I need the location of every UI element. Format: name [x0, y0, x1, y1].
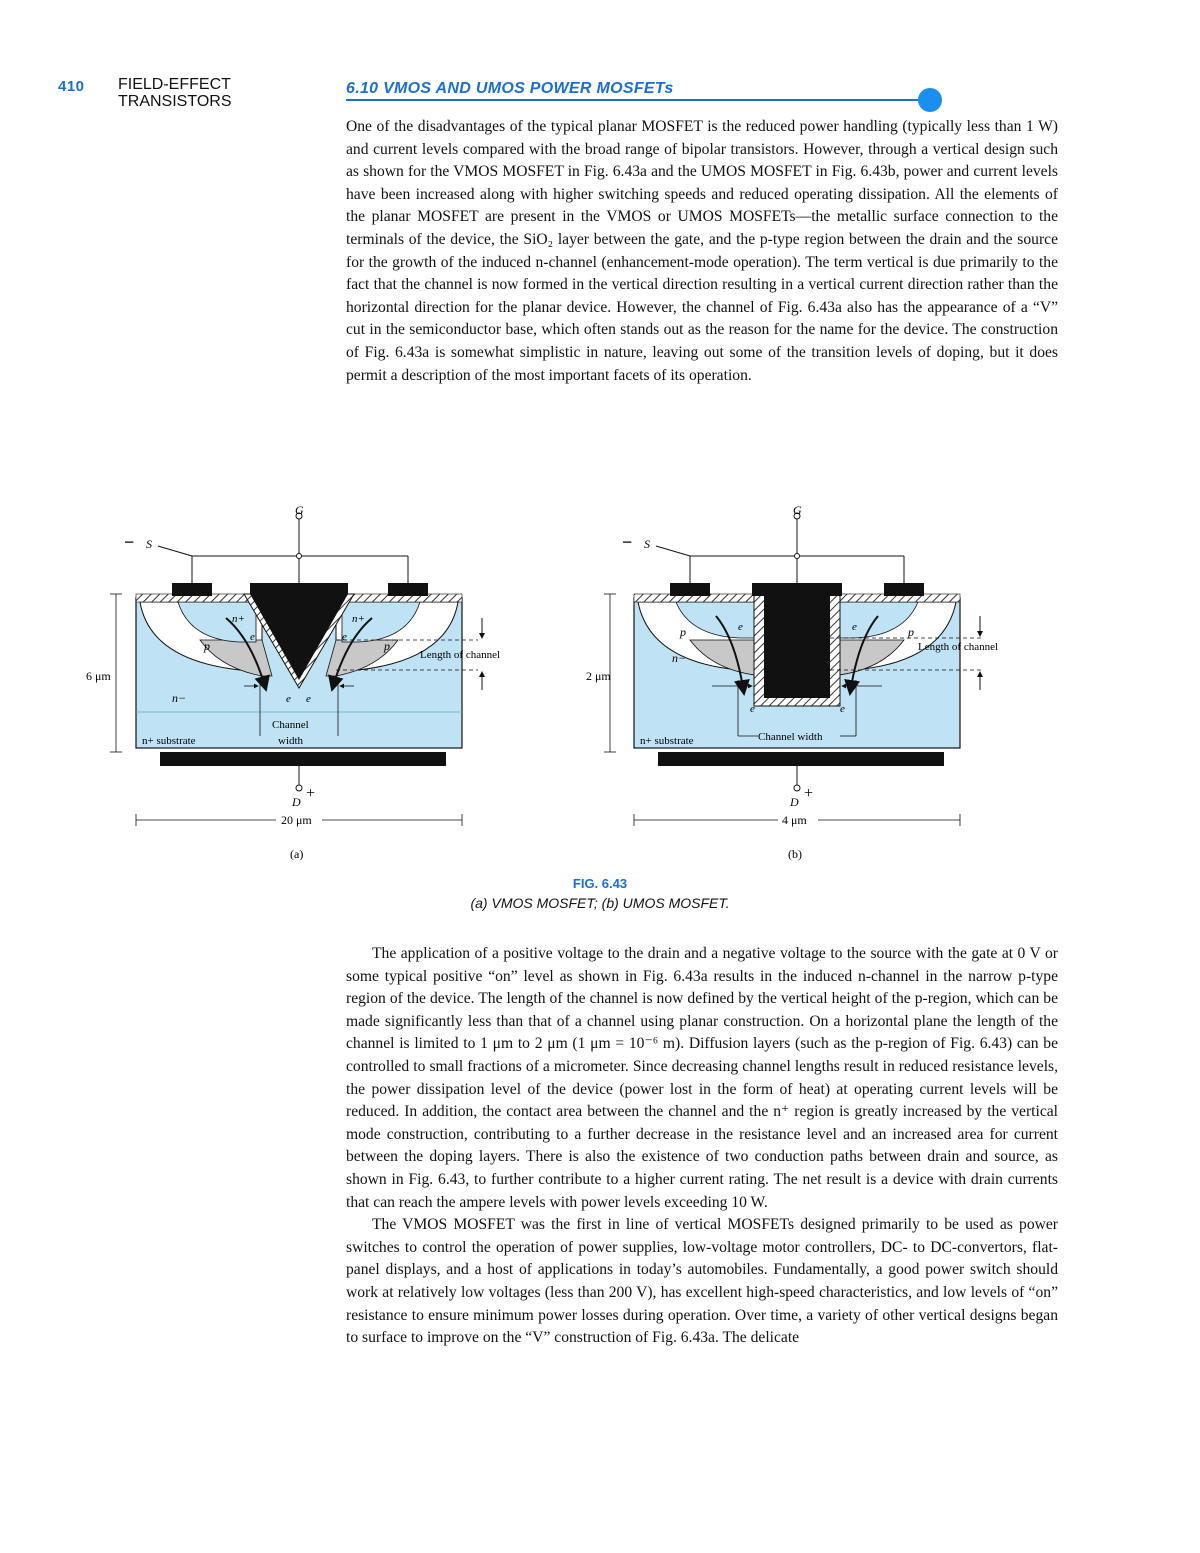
umos-sub-label: (b)	[788, 847, 802, 861]
umos-length-label: Length of channel	[918, 641, 999, 653]
vmos-junction	[297, 554, 302, 559]
running-head	[118, 76, 232, 110]
vmos-drain-sign: +	[306, 785, 316, 802]
vmos-length-label: Length of channel	[420, 649, 501, 661]
vmos-source-sign: −	[124, 532, 135, 552]
vmos-width-label: 20 μm	[281, 813, 312, 827]
section-title: 6.10 VMOS AND UMOS POWER MOSFETs	[346, 80, 674, 97]
vmos-source-contact-right	[388, 583, 428, 596]
vmos-source-contact-left	[172, 583, 212, 596]
umos-substrate-label: n+ substrate	[640, 735, 694, 747]
umos-source-contact-right	[884, 583, 924, 596]
vmos-channel-width-label-1: Channel	[272, 719, 309, 731]
vmos-wire	[158, 546, 192, 556]
vmos-drain-label: D	[292, 795, 301, 809]
umos-junction	[795, 554, 800, 559]
paragraph-1	[346, 116, 1058, 387]
vmos-p-right-label: p	[384, 639, 390, 653]
umos-gate-metal	[764, 594, 830, 698]
umos-p-right-label: p	[908, 625, 914, 639]
umos-electron-label-4: e	[840, 703, 845, 715]
paragraph-2-text: The application of a positive voltage to the drain and a negative voltage to the source with the gate at 0 V or some typical positive “on” level as shown in Fig. 6.43a results in the induced n-channel in the narrow p-type region of the device. The length of the channel is now defined by the vertical height of the p-region, which can be made significantly less than that of a channel using planar construction. On a horizontal plane the length of the channel is limited to 1 μm to 2 μm (1 μm = 10⁻⁶ m). Diffusion layers (such as the p-region of Fig. 6.43) can be controlled to small fractions of a micrometer. Since decreasing channel lengths result in reduced resistance levels, the power dissipation level of the device (power lost in the form of heat) at operating current levels will be reduced. In addition, the contact area between the channel and the n⁺ region is greatly increased by the vertical mode construction, contributing to a further decrease in the resistance level and an increased area for current between the doping layers. There is also the existence of two conduction paths between drain and source, as shown in Fig. 6.43, to further contribute to a higher current rating. The net result is a device with drain currents that can reach the ampere levels with power levels exceeding 10 W.	[346, 945, 1058, 1211]
vmos-gate-label: G	[295, 503, 304, 517]
section-dot-icon	[918, 88, 942, 112]
umos-source-contact-left	[670, 583, 710, 596]
vmos-height-label: 6 μm	[86, 669, 111, 683]
umos-source-sign: −	[622, 532, 633, 552]
figure-title: FIG. 6.43	[572, 876, 628, 891]
umos-p-left-label: p	[680, 625, 686, 639]
running-head-line2: TRANSISTORS	[118, 93, 232, 110]
running-head-line1: FIELD-EFFECT	[118, 76, 231, 93]
umos-drain-sign: +	[804, 785, 814, 802]
section-rule	[346, 99, 926, 101]
vmos-nplus-right-label: n+	[352, 613, 365, 625]
paragraph-1-text: One of the disadvantages of the typical planar MOSFET is the reduced power handling (typically less than 1 W) and current levels compared with the broad range of bipolar transistors. However, through a vertical design such as shown for the VMOS MOSFET in Fig. 6.43a and the UMOS MOSFET in Fig. 6.43b, power and current levels have been increased along with higher switching speeds and reduced operating dissipation. All the elements of the planar MOSFET are present in the VMOS or UMOS MOSFETs—the metallic surface connection to the terminals of the device, the SiO₂ layer between the gate, and the p-type region between the drain and the source for the growth of the induced n-channel (enhancement-mode operation). The term vertical is due primarily to the fact that the channel is now formed in the vertical direction resulting in a vertical current direction rather than the horizontal direction for the planar device. However, the channel of Fig. 6.43a also has the appearance of a “V” cut in the semiconductor base, which often stands out as the reason for the name for the device. The construction of Fig. 6.43a is somewhat simplistic in nature, leaving out some of the transition levels of doping, but it does permit a description of the most important facets of its operation.	[346, 118, 1058, 384]
vmos-electron-label-2: e	[342, 631, 347, 643]
umos-electron-label-3: e	[750, 703, 755, 715]
umos-wire	[656, 546, 690, 556]
vmos-electron-label-3: e	[286, 693, 291, 705]
vmos-electron-label-1: e	[250, 631, 255, 643]
figure-svg	[0, 490, 1200, 870]
vmos-p-left-label: p	[204, 639, 210, 653]
vmos-drain-terminal	[296, 785, 302, 791]
umos-n-minus-label: n−	[672, 651, 687, 665]
umos-electron-label-1: e	[738, 621, 743, 633]
figure-6-43	[0, 490, 1200, 870]
umos-channel-width-label: Channel width	[758, 731, 823, 743]
umos-drain-label: D	[790, 795, 799, 809]
paragraph-2-3	[346, 943, 1058, 1350]
umos-height-label: 2 μm	[586, 669, 611, 683]
page-number: 410	[58, 78, 85, 95]
paragraph-3-text: The VMOS MOSFET was the first in line of vertical MOSFETs designed primarily to be used as power switches to control the operation of power supplies, low-voltage motor controllers, DC- to DC-convertors, flat-panel displays, and a host of applications in today’s automobiles. Fundamentally, a good power switch should work at relatively low voltages (less than 200 V), has excellent high-speed characteristics, and low levels of “on” resistance to ensure minimum power losses during operation. Over time, a variety of other vertical designs began to surface to improve on the “V” construction of Fig. 6.43a. The delicate	[346, 1216, 1058, 1347]
umos-electron-label-2: e	[852, 621, 857, 633]
vmos-drain-contact	[160, 752, 446, 766]
umos-drain-terminal	[794, 785, 800, 791]
vmos-electron-label-4: e	[306, 693, 311, 705]
vmos-substrate-label: n+ substrate	[142, 735, 196, 747]
umos-width-label: 4 μm	[782, 813, 807, 827]
vmos-n-minus-label: n−	[172, 691, 187, 705]
vmos-channel-width-label-2: width	[278, 735, 304, 747]
umos-diagram	[586, 503, 998, 861]
umos-gate-label: G	[793, 503, 802, 517]
vmos-nplus-left-label: n+	[232, 613, 245, 625]
vmos-source-label: S	[146, 537, 152, 551]
umos-drain-contact	[658, 752, 944, 766]
figure-caption: (a) VMOS MOSFET; (b) UMOS MOSFET.	[470, 895, 730, 911]
vmos-diagram	[86, 503, 500, 861]
vmos-sub-label: (a)	[290, 847, 304, 861]
umos-source-label: S	[644, 537, 650, 551]
